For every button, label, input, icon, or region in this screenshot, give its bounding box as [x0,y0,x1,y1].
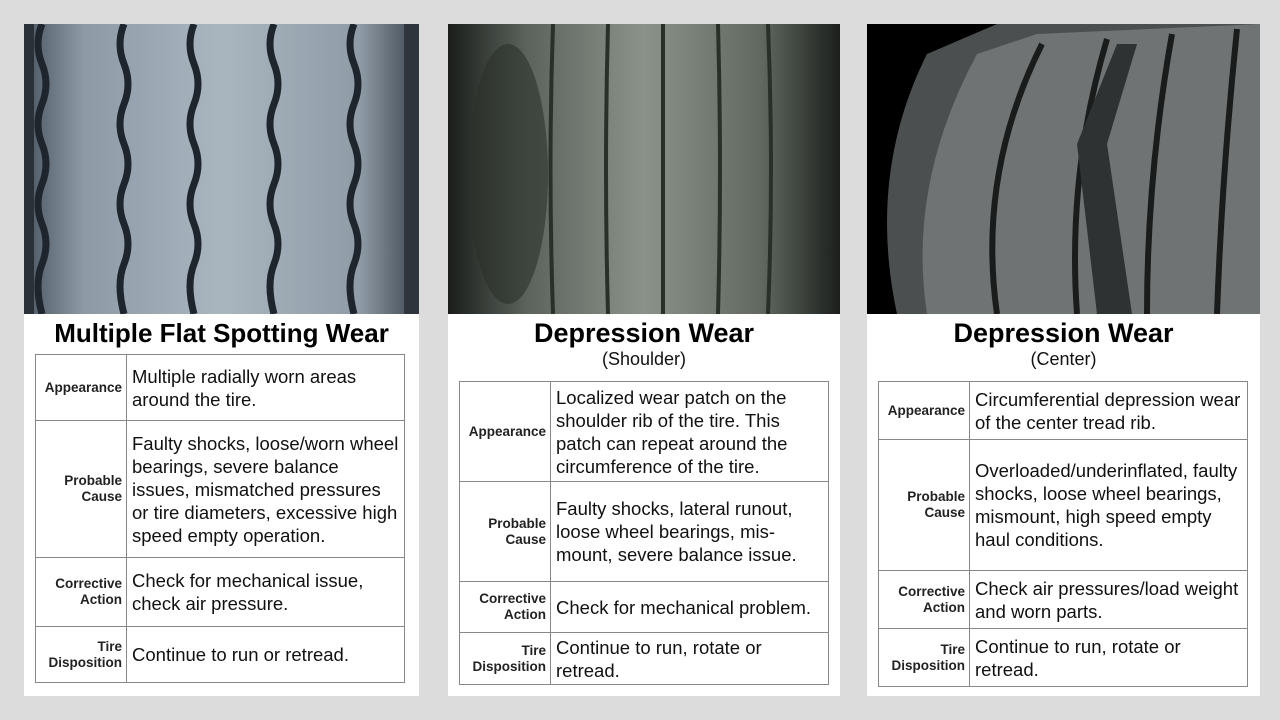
tire-tread-photo [867,24,1260,314]
card-title: Multiple Flat Spotting Wear [54,318,389,348]
table-row [460,482,829,582]
card-title: Depression Wear [533,318,755,348]
wear-card-flat-spotting [24,24,419,696]
table-row [36,627,405,683]
row-label: Corrective Action [879,571,970,629]
row-value: Faulty shocks, lateral runout, loose wheel bearings, mis-mount, severe balance issue. [551,482,829,582]
table-row [879,629,1248,687]
table-row [36,355,405,421]
table-row [460,633,829,685]
row-value: Continue to run, rotate or retread. [551,633,829,685]
table-row [879,382,1248,440]
row-value: Overloaded/underinflated, faulty shocks, loose wheel bearings, mismount, high speed empty haul conditions. [970,440,1248,571]
table-row [36,421,405,558]
table-row [879,571,1248,629]
table-row [460,382,829,482]
wear-info-table [35,354,405,683]
row-label: Tire Disposition [879,629,970,687]
row-label: Corrective Action [36,558,127,627]
table-row [460,582,829,633]
row-value: Continue to run or retread. [127,627,405,683]
row-label: Probable Cause [879,440,970,571]
tire-tread-photo [448,24,840,314]
row-value: Check for mechanical problem. [551,582,829,633]
row-label: Probable Cause [460,482,551,582]
tire-tread-photo [24,24,419,314]
wear-info-table [878,381,1248,687]
row-label: Appearance [460,382,551,482]
row-label: Tire Disposition [36,627,127,683]
wear-card-depression-shoulder [448,24,840,696]
row-value: Check air pressures/load weight and worn parts. [970,571,1248,629]
row-value: Faulty shocks, loose/worn wheel bearings, severe balance issues, mismatched pressures or tire diameters, excessive high speed empty operation. [127,421,405,558]
row-value: Continue to run, rotate or retread. [970,629,1248,687]
row-value: Check for mechanical issue, check air pressure. [127,558,405,627]
card-subtitle: (Shoulder) [601,349,687,369]
table-row [879,440,1248,571]
card-subtitle: (Center) [1030,349,1097,369]
row-label: Corrective Action [460,582,551,633]
row-value: Localized wear patch on the shoulder rib of the tire. This patch can repeat around the circumference of the tire. [551,382,829,482]
row-label: Tire Disposition [460,633,551,685]
table-row [36,558,405,627]
wear-card-depression-center [867,24,1260,696]
card-title: Depression Wear [953,318,1174,348]
row-label: Probable Cause [36,421,127,558]
row-label: Appearance [36,355,127,421]
row-value: Circumferential depression wear of the center tread rib. [970,382,1248,440]
wear-info-table [459,381,829,685]
row-label: Appearance [879,382,970,440]
row-value: Multiple radially worn areas around the tire. [127,355,405,421]
